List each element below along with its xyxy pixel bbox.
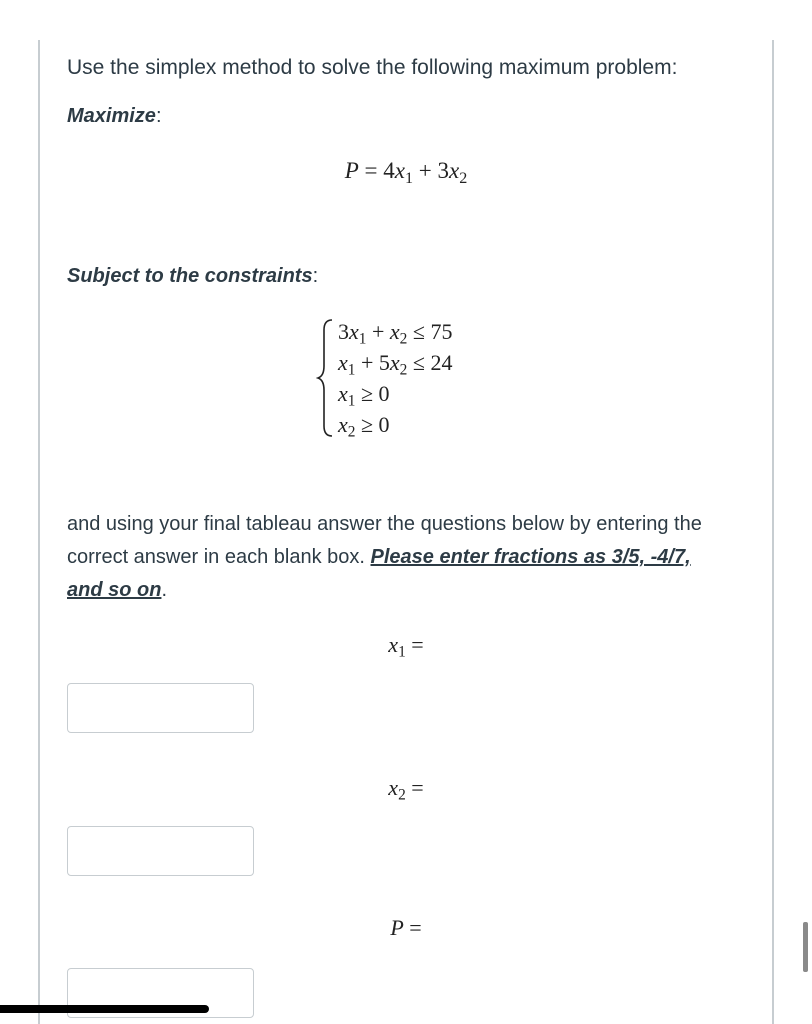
question-intro: Use the simplex method to solve the following maximum problem: (67, 56, 678, 79)
left-brace-icon (316, 318, 336, 438)
objective-function: $P = 4x_1 + 3x_2$ (344, 158, 468, 187)
content-frame-left-border (38, 40, 40, 1024)
fraction-format-note: Please enter fractions as 3/5, -4/7, and so on (67, 546, 691, 601)
home-indicator-bar[interactable] (0, 1005, 209, 1013)
content-frame-right-border (772, 40, 774, 1024)
constraint-row: $x_1 + 5x_2 \le 24$ (338, 350, 453, 379)
subject-to-label: Subject to the constraints: (67, 265, 319, 287)
constraint-system (316, 316, 516, 441)
scrollbar-thumb[interactable] (803, 922, 808, 972)
answer-label-p: P = (390, 915, 422, 940)
maximize-label: Maximize: (67, 105, 162, 127)
answer-label-x2: $x_2$ = (388, 775, 424, 804)
instructions-paragraph: and using your final tableau answer the questions below by entering the correct answer in each blank box. Please enter fractions as 3/5, -4/7, and so on. (67, 513, 702, 601)
constraint-row: $x_2 \ge 0$ (338, 412, 390, 441)
answer-input-x2[interactable] (67, 826, 254, 876)
constraint-row: $x_1 \ge 0$ (338, 381, 390, 410)
constraint-row: $3x_1 + x_2 \le 75$ (338, 319, 453, 348)
answer-label-x1: $x_1$ = (388, 632, 424, 661)
answer-input-x1[interactable] (67, 683, 254, 733)
